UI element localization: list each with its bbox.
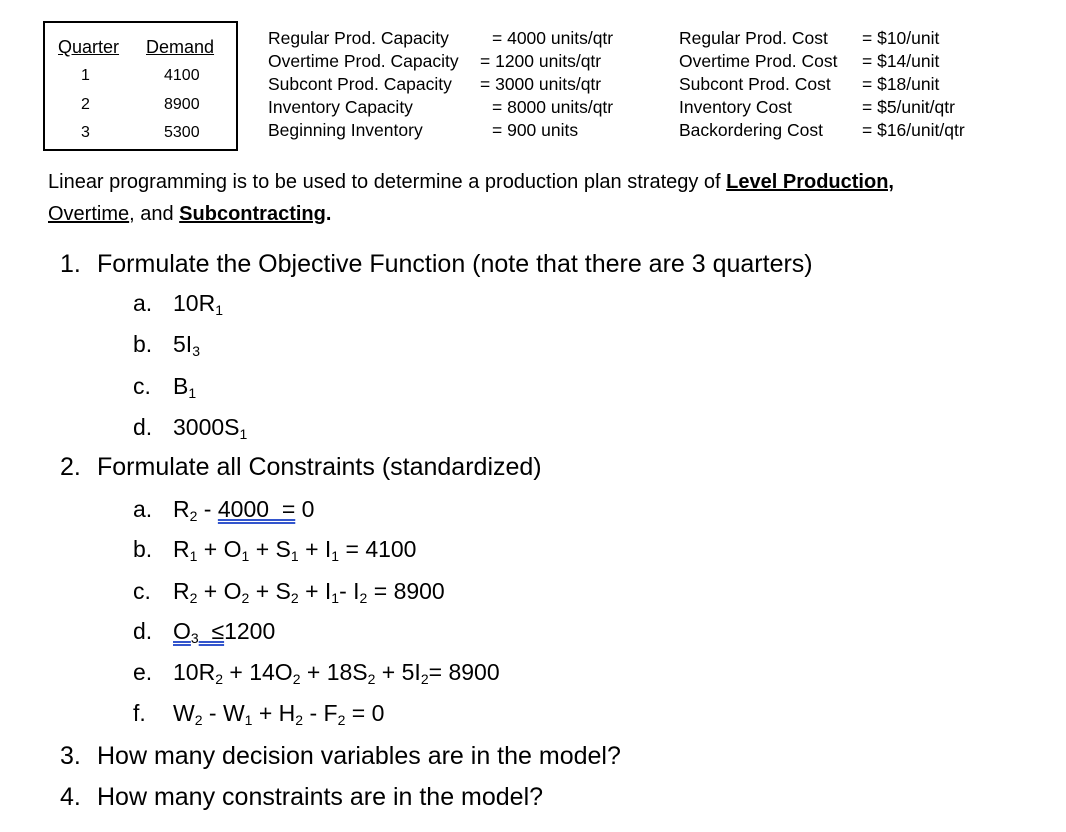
question-number: 1. (60, 250, 81, 278)
cost-row (679, 73, 1009, 96)
capacity-label: Overtime Prod. Capacity (268, 51, 459, 71)
answer-2f: f. $W_2 - W_1 + H_2 - F_2 = 0$ (133, 700, 385, 728)
question-text: How many decision variables are in the model? (97, 742, 621, 770)
cost-row (679, 27, 1009, 50)
cost-list (679, 27, 1009, 142)
capacity-value: = 8000 units/qtr (492, 97, 614, 117)
answer-rhs: 4100 (365, 536, 417, 562)
answer-2b: b. $R_1 + O_1 + S_1 + I_1 = 4100$ (133, 536, 417, 564)
cost-value: = $14/unit (862, 51, 940, 71)
answer-2e: e. $10R_2 + 14O_2 + 18S_2 + 5I_2= 8900$ (133, 659, 500, 687)
capacity-label: Regular Prod. Capacity (268, 28, 449, 48)
answer-rhs: 0 (371, 700, 385, 726)
capacity-label: Subcont Prod. Capacity (268, 74, 452, 94)
capacity-row (268, 96, 648, 119)
strategy-level-production: Level Production, (726, 171, 894, 193)
question-2 (60, 453, 542, 482)
intro-joiner: , and (129, 203, 174, 225)
subscript: 3 (192, 343, 200, 359)
capacity-row (268, 119, 648, 142)
answer-1b (133, 331, 200, 358)
intro-lead: Linear programming is to be used to determine a production plan strategy of (48, 171, 721, 193)
capacity-value: = 3000 units/qtr (480, 74, 602, 94)
subscript: 1 (215, 302, 223, 318)
cost-label: Regular Prod. Cost (679, 28, 828, 48)
subscript: 1 (239, 426, 248, 442)
answer-2c: c. $R_2 + O_2 + S_2 + I_1-$ $I_2 = 8900$ (133, 578, 445, 606)
answer-letter: c. (133, 578, 151, 604)
capacity-row (268, 73, 648, 96)
quarter-cell: 3 (81, 124, 90, 141)
answer-letter: a. (133, 496, 153, 522)
demand-cell: 5300 (164, 124, 200, 141)
answer-rhs: 8900 (393, 578, 445, 604)
answer-1a (133, 290, 223, 317)
answer-rhs: 1200 (224, 618, 276, 644)
intro-paragraph (48, 166, 1038, 230)
cost-label: Subcont Prod. Cost (679, 74, 831, 94)
demand-cell: 8900 (164, 96, 200, 113)
answer-letter: d. (133, 618, 153, 644)
question-number: 3. (60, 742, 81, 770)
answer-letter: c. (133, 373, 151, 399)
strategy-subcontracting: Subcontracting (179, 203, 326, 225)
intro-period: . (325, 203, 332, 225)
answer-letter: a. (133, 290, 153, 316)
capacity-label: Beginning Inventory (268, 120, 423, 140)
strategy-overtime: Overtime (48, 203, 130, 225)
answer-term: 5I (173, 331, 193, 357)
cost-value: = $16/unit/qtr (862, 120, 965, 140)
capacity-list (268, 27, 648, 142)
question-number: 4. (60, 783, 81, 811)
answer-rhs: 8900 (448, 659, 500, 685)
capacity-row (268, 27, 648, 50)
cost-value: = $18/unit (862, 74, 940, 94)
capacity-value: = 4000 units/qtr (492, 28, 614, 48)
demand-table (43, 21, 238, 151)
answer-term: B (173, 373, 189, 399)
answer-letter: b. (133, 331, 153, 357)
cost-row (679, 119, 1009, 142)
cost-label: Inventory Cost (679, 97, 792, 117)
cost-row (679, 50, 1009, 73)
answer-term: 3000S (173, 414, 240, 440)
demand-cell: 4100 (164, 67, 200, 84)
capacity-label: Inventory Capacity (268, 97, 413, 117)
answer-2d: d. $O_3 \le 1200$ (133, 618, 276, 646)
answer-1c (133, 373, 196, 400)
question-4 (60, 783, 543, 812)
header-quarter: Quarter (58, 37, 120, 57)
capacity-value: = 900 units (492, 120, 579, 140)
header-demand: Demand (146, 37, 215, 57)
capacity-value: = 1200 units/qtr (480, 51, 602, 71)
answer-letter: b. (133, 536, 153, 562)
cost-label: Backordering Cost (679, 120, 823, 140)
quarter-cell: 2 (81, 96, 90, 113)
quarter-cell: 1 (81, 67, 90, 84)
answer-2a: a. $R_2 - 4000 = 0$ (133, 496, 315, 524)
answer-letter: e. (133, 659, 153, 685)
cost-label: Overtime Prod. Cost (679, 51, 838, 71)
cost-value: = $5/unit/qtr (862, 97, 955, 117)
capacity-row (268, 50, 648, 73)
answer-letter: d. (133, 414, 153, 440)
cost-value: = $10/unit (862, 28, 940, 48)
cost-row (679, 96, 1009, 119)
subscript: 1 (188, 385, 197, 401)
answer-1d (133, 414, 247, 441)
question-text: Formulate all Constraints (standardized) (97, 453, 542, 481)
question-text: How many constraints are in the model? (97, 783, 544, 811)
question-3 (60, 742, 621, 771)
question-text: Formulate the Objective Function (note that there are 3 quarters) (97, 250, 813, 278)
answer-letter: f. (133, 700, 146, 726)
question-1 (60, 250, 813, 279)
question-number: 2. (60, 453, 81, 481)
answer-term: 10R (173, 290, 216, 316)
